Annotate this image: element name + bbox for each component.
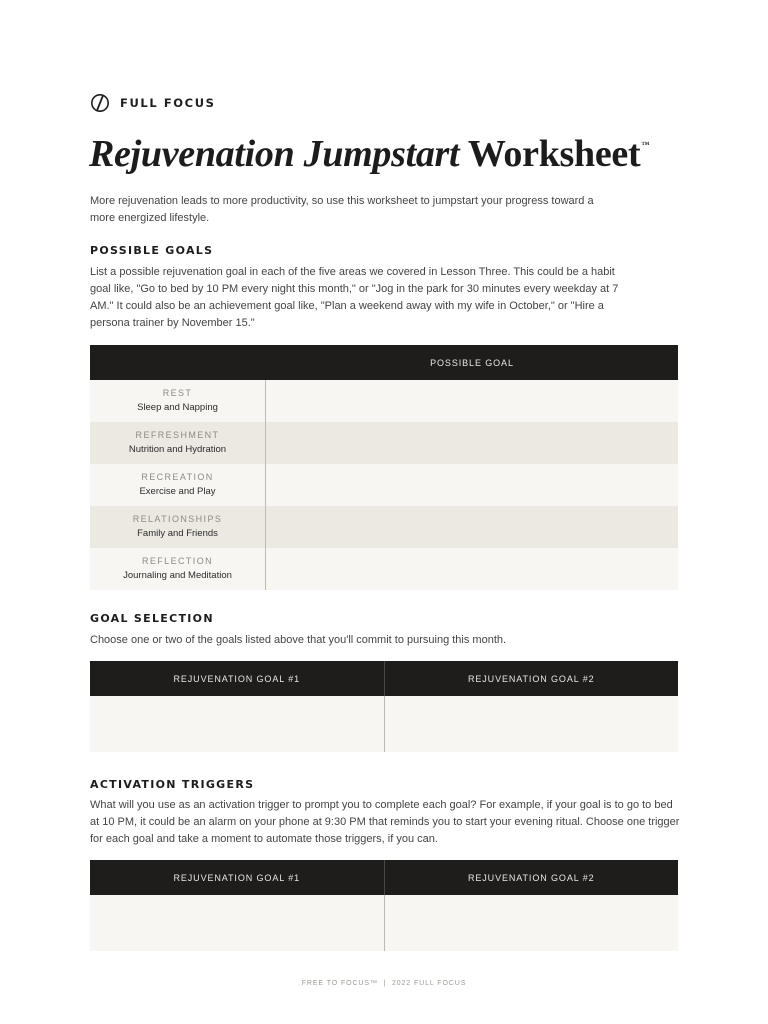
title-italic: Rejuvenation Jumpstart — [89, 133, 460, 175]
goal-selection-table — [90, 661, 678, 752]
goal-input-cell[interactable] — [266, 422, 678, 464]
category-subtitle: Family and Friends — [137, 528, 218, 539]
column-header-goal-1: REJUVENATION GOAL #1 — [90, 661, 385, 696]
category-label: REFLECTION — [141, 556, 213, 566]
category-subtitle: Journaling and Meditation — [123, 570, 232, 581]
goal-2-input-cell[interactable] — [385, 696, 679, 752]
table-row-reflection — [90, 548, 678, 590]
table-header — [90, 345, 678, 380]
activation-triggers-table — [90, 860, 678, 951]
possible-goals-text: List a possible rejuvenation goal in each of the five areas we covered in Lesson Three. This could be a habit goal like, "Go to bed by 10 PM every night this month," or "Jog in the park for 30 minutes every weekday at 7 AM." It could also be an achievement goal like, "Plan a weekend away with my wife in October," or "Hire a persona trainer by November 15." — [90, 266, 619, 329]
goal-selection-text: Choose one or two of the goals listed above that you'll commit to pursuing this month. — [90, 634, 507, 646]
page-footer: FREE TO FOCUS™ | 2022 FULL FOCUS — [301, 980, 467, 987]
goal-input-cell[interactable] — [266, 464, 678, 506]
trigger-1-input-cell[interactable] — [90, 895, 385, 951]
table-row-recreation — [90, 464, 678, 506]
column-header-goal-1: REJUVENATION GOAL #1 — [90, 860, 385, 895]
category-label: REFRESHMENT — [135, 430, 220, 440]
goal-input-cell[interactable] — [266, 506, 678, 548]
column-header-goal-2: REJUVENATION GOAL #2 — [467, 872, 595, 883]
page-title — [89, 132, 649, 176]
possible-goals-table — [90, 345, 678, 590]
brand-name: FULL FOCUS — [120, 96, 216, 110]
category-subtitle: Exercise and Play — [139, 486, 216, 497]
category-subtitle: Nutrition and Hydration — [128, 444, 227, 455]
column-header-possible-goal: POSSIBLE GOAL — [430, 357, 514, 368]
table-row-rest — [90, 380, 678, 422]
category-label: RELATIONSHIPS — [132, 514, 223, 524]
category-label: REST — [162, 388, 193, 398]
title-regular: Worksheet — [467, 133, 641, 175]
goal-input-cell[interactable] — [266, 548, 678, 590]
activation-triggers-heading: ACTIVATION TRIGGERS — [90, 778, 255, 791]
table-header — [90, 661, 678, 696]
table-header — [90, 860, 678, 895]
brand-logo — [90, 93, 216, 113]
goal-selection-heading: GOAL SELECTION — [90, 612, 214, 625]
goal-1-input-cell[interactable] — [90, 696, 385, 752]
trademark-mark: ™ — [641, 140, 650, 149]
table-row-refreshment — [90, 422, 678, 464]
possible-goals-heading: POSSIBLE GOALS — [90, 244, 214, 257]
table-row — [90, 696, 678, 752]
table-row-relationships — [90, 506, 678, 548]
trigger-2-input-cell[interactable] — [385, 895, 679, 951]
column-header-goal-2: REJUVENATION GOAL #2 — [467, 673, 595, 684]
activation-triggers-text: What will you use as an activation trigger to prompt you to complete each goal? For example, if your goal is to go to bed at 10 PM, it could be an alarm on your phone at 9:30 PM that reminds you to start your evening ritual. Choose one trigger for each goal and take a moment to automate those triggers, if you can. — [90, 799, 680, 845]
compass-icon — [90, 93, 110, 113]
intro-text: More rejuvenation leads to more productivity, so use this worksheet to jumpstart your progress toward a more energized lifestyle. — [90, 195, 594, 224]
category-label: RECREATION — [141, 472, 214, 482]
category-subtitle: Sleep and Napping — [137, 402, 218, 413]
goal-input-cell[interactable] — [266, 380, 678, 422]
table-row — [90, 895, 678, 951]
